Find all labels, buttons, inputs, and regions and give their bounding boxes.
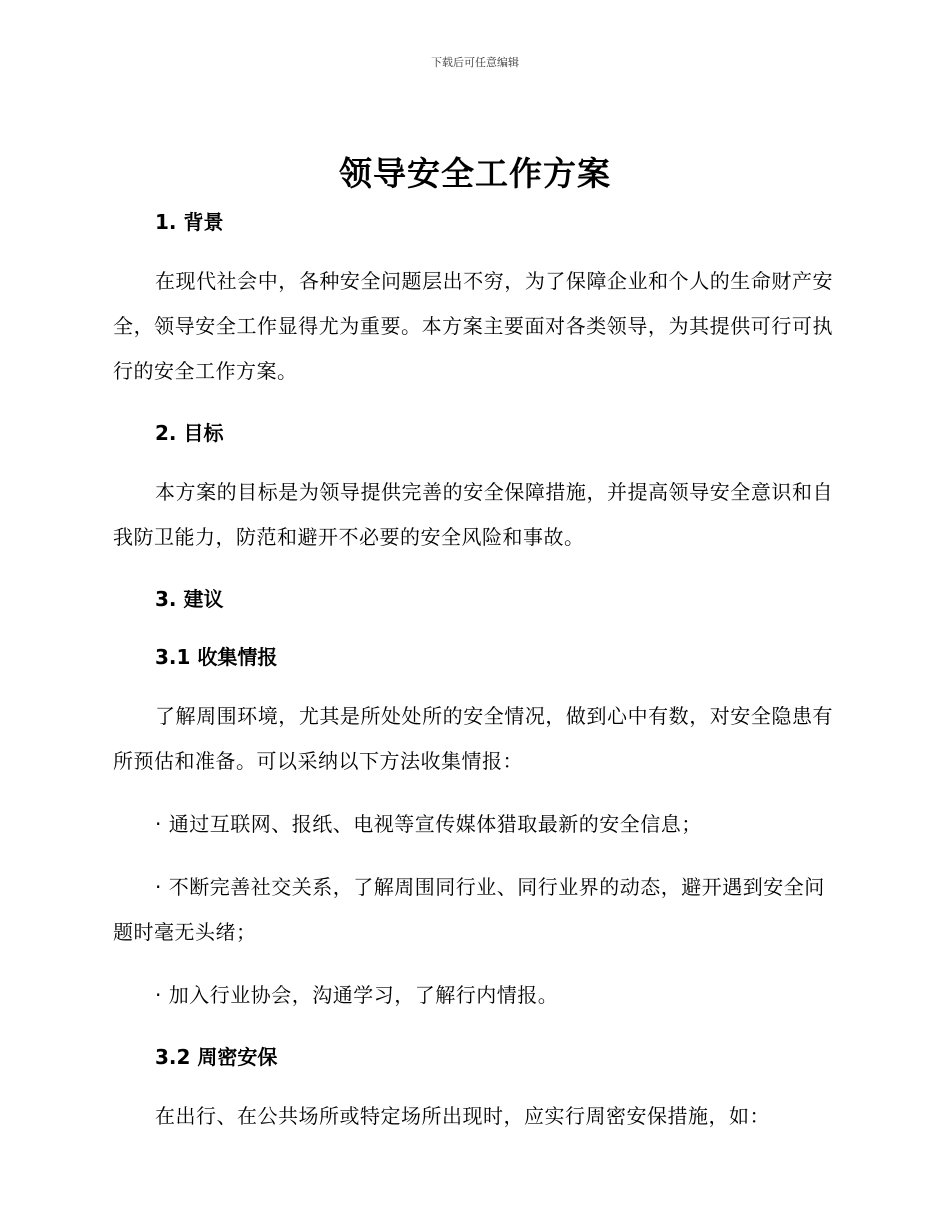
paragraph-intel: 了解周围环境，尤其是所处处所的安全情况，做到心中有数，对安全隐患有所预估和准备。可以采纳以下方法收集情报： [113,704,833,773]
section-heading-security: 3.2 周密安保 [155,1045,278,1069]
paragraph-goal: 本方案的目标是为领导提供完善的安全保障措施，并提高领导安全意识和自我防卫能力，防范和避开不必要的安全风险和事故。 [113,480,833,549]
paragraph-security: 在出行、在公共场所或特定场所出现时，应实行周密安保措施，如： [155,1104,770,1128]
section-heading-advice: 3. 建议 [155,587,224,611]
list-item: · 通过互联网、报纸、电视等宣传媒体猎取最新的安全信息； [155,812,702,836]
section-heading-background: 1. 背景 [155,210,224,234]
list-item: · 不断完善社交关系，了解周围同行业、同行业界的动态，避开遇到安全问题时毫无头绪； [113,875,825,944]
header-note: 下载后可任意编辑 [431,56,519,69]
list-item: · 加入行业协会，沟通学习，了解行内情报。 [155,983,559,1007]
paragraph-background: 在现代社会中，各种安全问题层出不穷，为了保障企业和个人的生命财产安全，领导安全工作显得尤为重要。本方案主要面对各类领导，为其提供可行可执行的安全工作方案。 [113,269,833,383]
section-heading-goal: 2. 目标 [155,421,224,445]
document-body [113,201,833,1139]
section-heading-intel: 3.1 收集情报 [155,645,278,669]
document-title: 领导安全工作方案 [339,154,611,193]
